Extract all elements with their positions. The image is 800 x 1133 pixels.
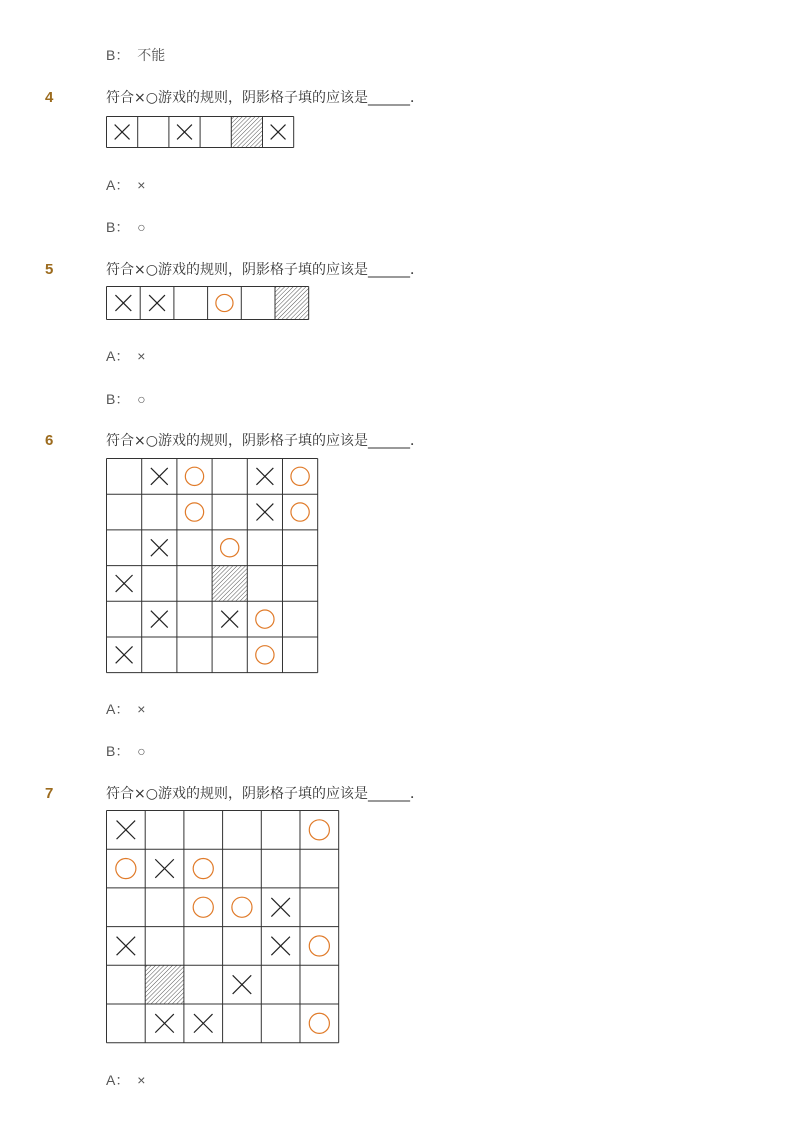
circle-mark (116, 858, 136, 878)
grid-cell (221, 611, 238, 628)
option-label: B： (106, 743, 130, 759)
option-value: ○ (137, 219, 146, 235)
puzzle-grid (106, 116, 294, 148)
cross-mark (149, 295, 165, 311)
grid-cell (155, 859, 174, 878)
grid-lines (106, 117, 293, 148)
circle-mark (291, 503, 309, 521)
grid-lines (106, 811, 338, 1043)
cross-mark (256, 504, 273, 521)
question-number: 4 (45, 89, 54, 106)
grid-cell (193, 897, 213, 917)
grid-lines (106, 459, 317, 673)
cross-mark (116, 646, 133, 663)
cross-mark (151, 611, 168, 628)
option-label: A： (106, 701, 130, 717)
grid-cell (233, 975, 252, 994)
circle-mark (309, 820, 329, 840)
cross-mark (115, 295, 131, 311)
grid-cell (271, 898, 290, 917)
option-label: A： (106, 177, 130, 193)
circle-mark (185, 467, 203, 485)
option-a[interactable] (106, 700, 145, 718)
option-a[interactable] (106, 1071, 145, 1089)
grid-cell (149, 295, 165, 311)
cross-mark (271, 898, 290, 917)
option-value: × (137, 701, 146, 717)
option-value: ○ (137, 743, 146, 759)
cross-mark (155, 1014, 174, 1033)
circle-mark (309, 936, 329, 956)
grid-cell (155, 1014, 174, 1033)
grid-cell (256, 504, 273, 521)
grid-cell (185, 467, 203, 485)
circle-mark (291, 467, 309, 485)
option-label: B： (106, 391, 130, 407)
option-label: A： (106, 348, 130, 364)
grid-cell (117, 821, 136, 840)
option-label: B： (106, 47, 130, 63)
grid-cell (216, 294, 233, 311)
grid-cell (232, 897, 252, 917)
shaded-cell (275, 287, 309, 320)
cross-mark (256, 468, 273, 485)
circle-mark (256, 610, 274, 628)
grid-cell (117, 937, 136, 956)
grid-cell (291, 467, 309, 485)
grid-cell (256, 468, 273, 485)
puzzle-grid (106, 810, 339, 1043)
option-value: × (137, 177, 146, 193)
grid-cell (194, 1014, 213, 1033)
question-text: 符合×○游戏的规则，阴影格子填的应该是______． (106, 786, 424, 802)
grid-cell (309, 820, 329, 840)
grid-cell (271, 125, 286, 140)
option-label: B： (106, 219, 130, 235)
question-number: 7 (45, 785, 54, 802)
grid-cell (116, 858, 136, 878)
cross-mark (117, 937, 136, 956)
question-number: 6 (45, 432, 54, 449)
puzzle-grid (106, 286, 309, 320)
question-number: 5 (45, 261, 54, 278)
shaded-cell (145, 965, 184, 1004)
grid-cell (309, 1013, 329, 1033)
cross-mark (117, 821, 136, 840)
option-value: ○ (137, 391, 146, 407)
puzzle-grid (106, 458, 318, 673)
grid-cell (116, 646, 133, 663)
grid-cell (256, 610, 274, 628)
grid-cell (309, 936, 329, 956)
shaded-cell (212, 566, 247, 602)
grid-cell (177, 125, 192, 140)
cross-mark (194, 1014, 213, 1033)
circle-mark (221, 539, 239, 557)
grid-cell (256, 646, 274, 664)
grid-cell (115, 125, 130, 140)
grid-cell (151, 539, 168, 556)
shaded-cell (231, 117, 262, 148)
circle-mark (185, 503, 203, 521)
grid-cell (221, 539, 239, 557)
option-value: × (137, 348, 146, 364)
grid-cell (271, 937, 290, 956)
grid-cell (291, 503, 309, 521)
grid-cell (193, 858, 213, 878)
circle-mark (232, 897, 252, 917)
question-text: 符合×○游戏的规则，阴影格子填的应该是______． (106, 262, 424, 278)
option-b[interactable] (106, 218, 146, 236)
circle-mark (193, 897, 213, 917)
circle-mark (216, 294, 233, 311)
cross-mark (233, 975, 252, 994)
cross-mark (151, 468, 168, 485)
cross-mark (271, 125, 286, 140)
cross-mark (151, 539, 168, 556)
cross-mark (155, 859, 174, 878)
option-value: × (137, 1072, 146, 1088)
cross-mark (271, 937, 290, 956)
option-a[interactable] (106, 347, 145, 365)
cross-mark (177, 125, 192, 140)
option-b[interactable] (106, 742, 146, 760)
option-b-prev (106, 46, 165, 64)
grid-cell (115, 295, 131, 311)
option-label: A： (106, 1072, 130, 1088)
question-text: 符合×○游戏的规则，阴影格子填的应该是______． (106, 433, 424, 449)
circle-mark (309, 1013, 329, 1033)
question-text: 符合×○游戏的规则，阴影格子填的应该是______． (106, 90, 424, 106)
option-value: 不能 (137, 47, 166, 63)
circle-mark (193, 858, 213, 878)
grid-cell (116, 575, 133, 592)
cross-mark (115, 125, 130, 140)
option-a[interactable] (106, 176, 145, 194)
grid-cell (185, 503, 203, 521)
cross-mark (221, 611, 238, 628)
grid-cell (151, 611, 168, 628)
option-b[interactable] (106, 390, 146, 408)
cross-mark (116, 575, 133, 592)
grid-cell (151, 468, 168, 485)
circle-mark (256, 646, 274, 664)
